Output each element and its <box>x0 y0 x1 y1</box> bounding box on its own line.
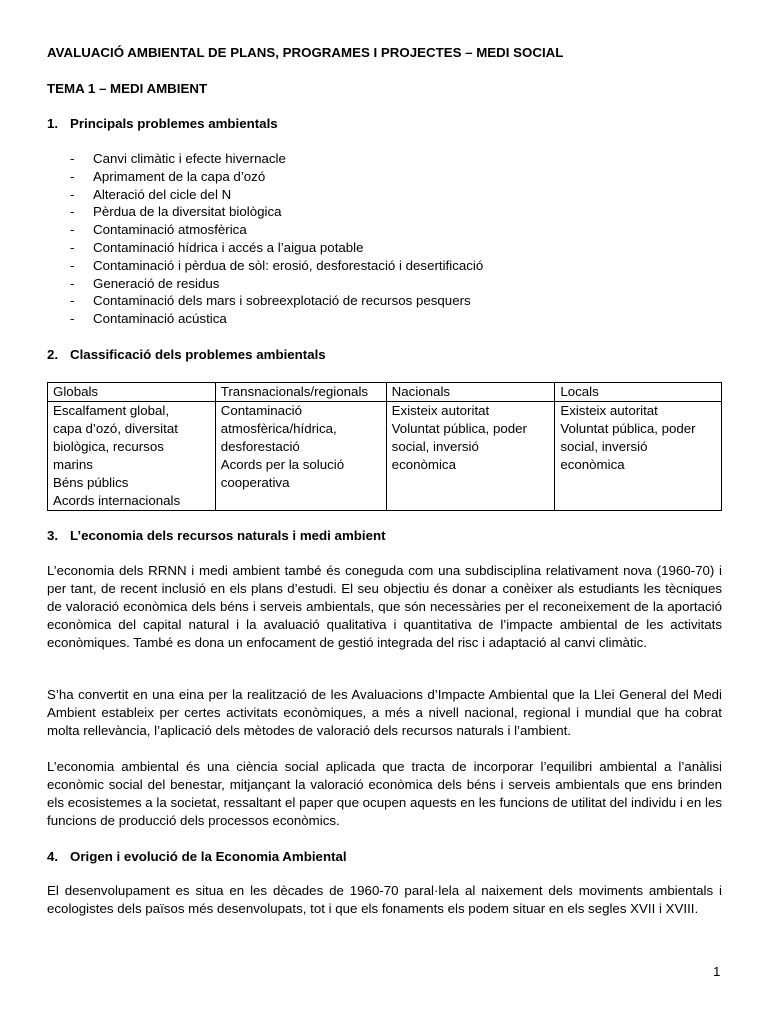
section-4-heading <box>47 848 347 866</box>
list-item: - Generació de residus <box>70 275 220 291</box>
paragraph: S’ha convertit en una eina per la realització de les Avaluacions d’Impacte Ambiental que la Llei General del Medi Ambient estableix per certes activitats econòmiques, a més a nivell nacional, regional i mundial que ha cobrat molta rellevància, l’aplicació dels mètodes de valoració dels recursos naturals i l’ambient. <box>47 687 722 738</box>
page-number: 1 <box>713 964 721 979</box>
paragraph: El desenvolupament es situa en les dècades de 1960-70 paral·lela al naixement dels moviments ambientals i ecologistes dels països més desenvolupats, tot i que els fonaments els podem situar en els segles XVII i XVIII. <box>47 883 722 916</box>
list-dash: - <box>70 311 75 327</box>
column-header-nacionals: Nacionals <box>386 383 555 402</box>
list-item: - Contaminació acústica <box>70 311 227 327</box>
problems-list <box>70 150 483 328</box>
table-cell-globals: Escalfament global, capa d’ozó, diversitat biològica, recursos marins Béns públics Acords internacionals <box>48 402 216 511</box>
list-dash: - <box>70 204 75 220</box>
section-3-heading <box>47 527 386 545</box>
section-2-number: 2. <box>47 347 59 362</box>
section-1-number: 1. <box>47 116 59 131</box>
list-item: - Aprimament de la capa d’ozó <box>70 168 266 184</box>
table-cell-locals: Existeix autoritat Voluntat pública, poder social, inversió econòmica <box>555 402 722 511</box>
column-header-locals: Locals <box>555 383 722 402</box>
list-dash: - <box>70 222 75 238</box>
list-dash: - <box>70 186 75 202</box>
column-header-transnacionals: Transnacionals/regionals <box>215 383 386 402</box>
tema-heading: TEMA 1 – MEDI AMBIENT <box>47 81 208 96</box>
list-dash: - <box>70 293 75 309</box>
section-3-title: L’economia dels recursos naturals i medi ambient <box>70 528 386 543</box>
section-1-heading <box>47 115 278 133</box>
section-1-title: Principals problemes ambientals <box>70 116 278 131</box>
list-item: - Pèrdua de la diversitat biològica <box>70 204 282 220</box>
list-item: - Canvi climàtic i efecte hivernacle <box>70 151 286 166</box>
list-item: - Contaminació hídrica i accés a l’aigua potable <box>70 239 364 255</box>
list-dash: - <box>70 168 75 184</box>
list-item: - Contaminació dels mars i sobreexplotació de recursos pesquers <box>70 293 471 309</box>
column-header-globals: Globals <box>48 383 216 402</box>
section-3-number: 3. <box>47 528 59 543</box>
list-item: - Contaminació atmosfèrica <box>70 222 247 238</box>
list-item: - Contaminació i pèrdua de sòl: erosió, desforestació i desertificació <box>70 257 484 273</box>
section-2-heading <box>47 346 326 364</box>
list-item: - Alteració del cicle del N <box>70 186 232 202</box>
table-row <box>48 402 722 511</box>
list-dash: - <box>70 239 75 255</box>
section-4-number: 4. <box>47 849 59 864</box>
table-cell-nacionals: Existeix autoritat Voluntat pública, poder social, inversió econòmica <box>386 402 555 511</box>
section-2-title: Classificació dels problemes ambientals <box>70 347 326 362</box>
paragraph: L’economia dels RRNN i medi ambient també és coneguda com una subdisciplina relativament nova (1960-70) i per tant, de recent inclusió en els plans d’estudi. El seu objectiu és donar a conèixer als estudiants les tècniques de valoració econòmica dels béns i serveis ambientals, que són necessàries per el reconeixement de la aportació econòmica del capital natural i la avaluació qualitativa i quantitativa de l’impacte ambiental de les activitats econòmiques. També es dona un enfocament de gestió integrada del risc i adaptació al canvi climàtic. <box>47 563 722 650</box>
table-cell-transnacionals: Contaminació atmosfèrica/hídrica, desforestació Acords per la solució cooperativa <box>215 402 386 511</box>
list-dash: - <box>70 257 75 273</box>
document-title: AVALUACIÓ AMBIENTAL DE PLANS, PROGRAMES I PROJECTES – MEDI SOCIAL <box>47 45 564 60</box>
table-header-row <box>48 383 722 402</box>
list-dash: - <box>70 275 75 291</box>
list-dash: - <box>70 151 75 166</box>
classification-table <box>47 382 722 511</box>
section-4-title: Origen i evolució de la Economia Ambiental <box>70 849 347 864</box>
paragraph: L’economia ambiental és una ciència social aplicada que tracta de incorporar l’equilibri ambiental a l’anàlisi econòmic social del benestar, mitjançant la valoració econòmica dels béns i serveis ambientals que ens brinden els ecosistemes a la societat, ressaltant el paper que ocupen aquests en les funcions de utilitat del individu i en les funcions de producció dels processos econòmics. <box>47 759 722 828</box>
